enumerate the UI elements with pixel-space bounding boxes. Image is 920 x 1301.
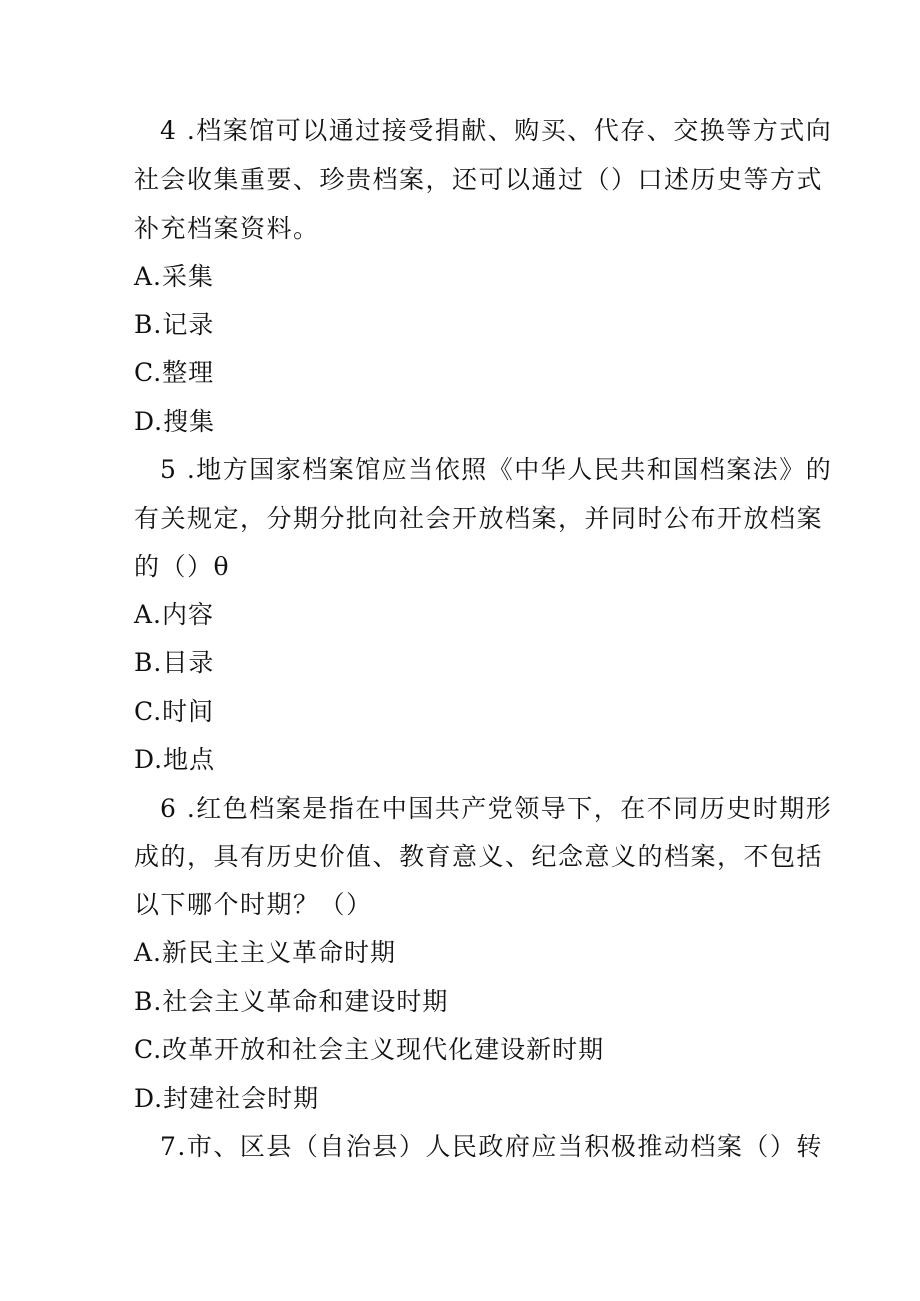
- q4-stem-line-1: 4 .档案馆可以通过接受捐献、购买、代存、交换等方式向: [160, 116, 833, 145]
- q4-stem-line-2: 社会收集重要、珍贵档案，还可以通过（）口述历史等方式: [134, 165, 824, 194]
- q5-option-d: D.地点: [134, 745, 216, 774]
- q5-option-a: A.内容: [134, 600, 215, 629]
- q6-stem-line-3: 以下哪个时期？（）: [134, 890, 373, 919]
- q6-stem-line-2: 成的，具有历史价值、教育意义、纪念意义的档案，不包括: [134, 842, 824, 871]
- q6-option-d: D.封建社会时期: [134, 1084, 320, 1113]
- q7-stem-line-1: 7.市、区县（自治县）人民政府应当积极推动档案（）转: [160, 1132, 823, 1161]
- q5-option-c: C.时间: [134, 697, 215, 726]
- q6-option-c: C.改革开放和社会主义现代化建设新时期: [134, 1035, 605, 1064]
- q4-option-a: A.采集: [134, 262, 215, 291]
- q5-stem-line-2: 有关规定，分期分批向社会开放档案，并同时公布开放档案: [134, 504, 824, 533]
- q4-option-c: C.整理: [134, 358, 215, 387]
- q6-stem-line-1: 6 .红色档案是指在中国共产党领导下，在不同历史时期形: [160, 794, 833, 823]
- q5-stem-line-1: 5 .地方国家档案馆应当依照《中华人民共和国档案法》的: [160, 455, 833, 484]
- q6-option-b: B.社会主义革命和建设时期: [134, 987, 449, 1016]
- q4-option-d: D.搜集: [134, 407, 216, 436]
- q4-stem-line-3: 补充档案资料。: [134, 214, 320, 243]
- q4-option-b: B.记录: [134, 310, 215, 339]
- q6-option-a: A.新民主主义革命时期: [134, 938, 397, 967]
- q5-stem-line-3: 的（）θ: [134, 552, 231, 581]
- q5-option-b: B.目录: [134, 648, 215, 677]
